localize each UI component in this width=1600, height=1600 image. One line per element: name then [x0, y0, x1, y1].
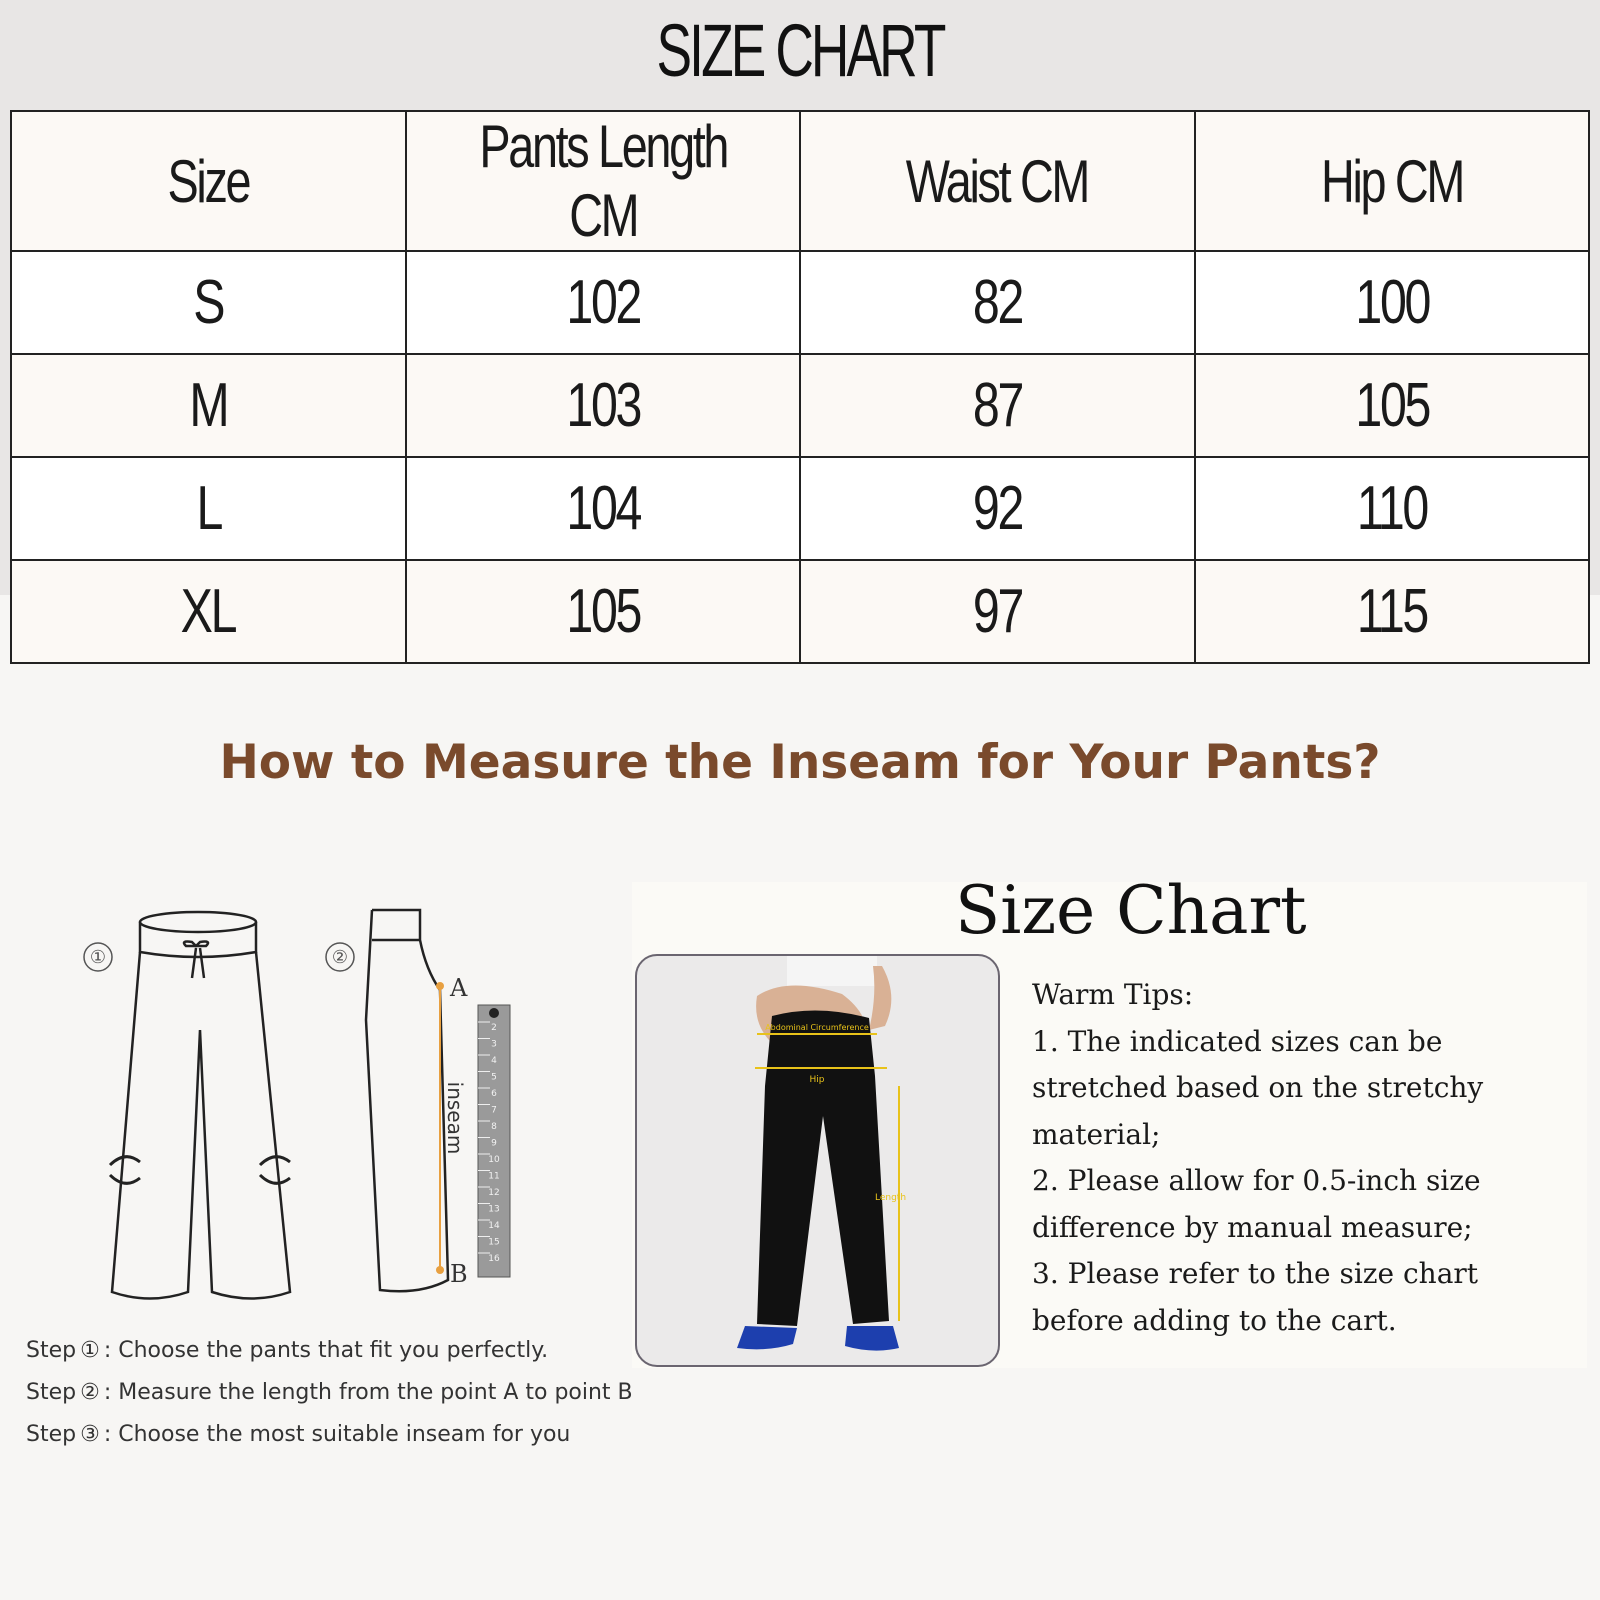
table-cell: S [11, 251, 406, 354]
model-photo [635, 954, 1000, 1367]
tip-line: before adding to the cart. [1032, 1303, 1397, 1337]
tip-line: material; [1032, 1117, 1161, 1151]
length-label: Length [875, 1193, 907, 1203]
table-row [11, 354, 1589, 457]
table-cell: 104 [406, 457, 801, 560]
table-cell: 105 [406, 560, 801, 663]
warm-tips [1032, 972, 1592, 1344]
point-b-label: B [450, 1260, 468, 1288]
ruler-tick-label: 10 [488, 1155, 500, 1165]
column-header: Hip CM [1195, 111, 1590, 251]
column-header: Pants Length CM [406, 111, 801, 251]
inseam-diagram [0, 900, 620, 1320]
column-header: Size [11, 111, 406, 251]
table-cell: 105 [1195, 354, 1590, 457]
table-row [11, 560, 1589, 663]
tip-line: stretched based on the stretchy [1032, 1071, 1484, 1104]
inseam-guide-title: How to Measure the Inseam for Your Pants? [219, 735, 1381, 790]
size-chart-panel-title: Size Chart [955, 872, 1307, 949]
tip-line: 2. Please allow for 0.5-inch size [1032, 1164, 1481, 1197]
table-cell: 102 [406, 251, 801, 354]
table-header-row [11, 111, 1589, 251]
table-cell: 92 [800, 457, 1195, 560]
stretch-arrows [110, 1157, 290, 1184]
table-cell: 100 [1195, 251, 1590, 354]
size-table [10, 110, 1590, 664]
step1-label: ① [89, 947, 107, 968]
ruler-tick-label: 4 [491, 1056, 497, 1066]
ruler-tick-label: 3 [491, 1039, 497, 1050]
pants-side-outline [366, 910, 448, 1291]
ruler-tick-label: 15 [488, 1237, 500, 1248]
table-cell: 103 [406, 354, 801, 457]
table-cell: 87 [800, 354, 1195, 457]
point-a-label: A [450, 974, 468, 1002]
inseam-label: inseam [443, 1081, 467, 1155]
tips-heading: Warm Tips: [1032, 978, 1194, 1011]
table-row [11, 251, 1589, 354]
inseam-steps [26, 1330, 666, 1456]
ruler-tick-label: 14 [488, 1221, 500, 1231]
pants-front-outline [112, 912, 290, 1299]
step2-label: ② [331, 947, 349, 968]
table-cell: L [11, 457, 406, 560]
chart-title: SIZE CHART [656, 9, 944, 92]
ruler-tick-label: 11 [488, 1171, 500, 1182]
table-cell: 97 [800, 560, 1195, 663]
table-cell: 115 [1195, 560, 1590, 663]
ruler-tick-label: 7 [491, 1105, 497, 1116]
table-cell: XL [11, 560, 406, 663]
tip-line: 1. The indicated sizes can be [1032, 1024, 1443, 1058]
model-illustration [637, 956, 998, 1365]
column-header: Waist CM [800, 111, 1195, 251]
ruler-tick-label: 12 [488, 1188, 500, 1198]
tape-measure-head [489, 1008, 499, 1018]
step-line: Step ② : Measure the length from the point A to point B [26, 1380, 633, 1405]
ruler-tick-label: 5 [491, 1072, 497, 1083]
abdomen-label: Abdominal Circumference [765, 1023, 869, 1032]
table-cell: 110 [1195, 457, 1590, 560]
tip-line: difference by manual measure; [1032, 1210, 1473, 1244]
ruler-tick-label: 8 [491, 1122, 497, 1132]
table-row [11, 457, 1589, 560]
step-line: Step ③ : Choose the most suitable inseam for you [26, 1422, 571, 1447]
ruler-tick-label: 6 [491, 1089, 497, 1099]
point-b-dot [436, 1266, 444, 1274]
ruler-tick-label: 13 [488, 1204, 500, 1215]
point-a-dot [436, 982, 444, 990]
ruler-tick-label: 2 [491, 1023, 497, 1033]
ruler-tick-label: 16 [488, 1254, 500, 1264]
tip-line: 3. Please refer to the size chart [1032, 1257, 1479, 1290]
step-line: Step ① : Choose the pants that fit you perfectly. [26, 1338, 549, 1363]
hip-label: Hip [809, 1075, 825, 1085]
table-cell: 82 [800, 251, 1195, 354]
ruler-tick-label: 9 [491, 1138, 497, 1149]
table-cell: M [11, 354, 406, 457]
